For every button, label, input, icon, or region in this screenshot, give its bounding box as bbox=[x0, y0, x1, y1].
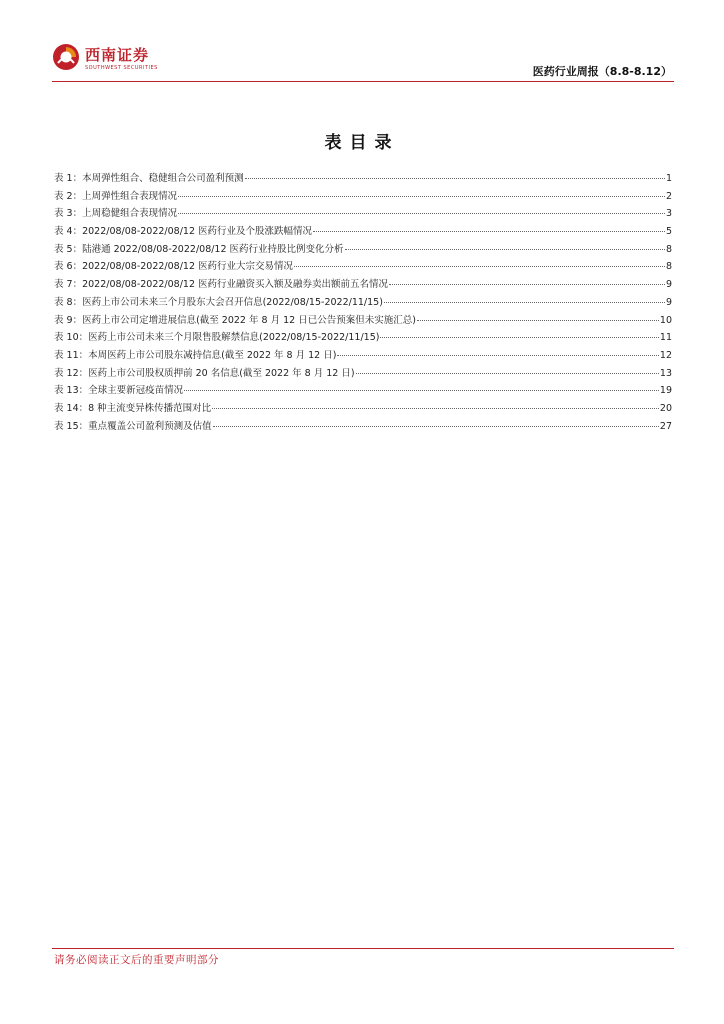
toc-leader-dots bbox=[313, 231, 665, 232]
toc-entry[interactable] bbox=[54, 276, 672, 294]
toc-entry-label[interactable]: 表 2：上周弹性组合表现情况 bbox=[54, 190, 178, 202]
toc-leader-dots bbox=[212, 408, 659, 409]
page-title: 表目录 bbox=[324, 133, 400, 153]
toc-entry-label[interactable]: 表 9：医药上市公司定增进展信息(截至 2022 年 8 月 12 日已公告预案但未实施汇总) bbox=[54, 314, 416, 326]
toc-entry-label[interactable]: 表 1：本周弹性组合、稳健组合公司盈利预测 bbox=[54, 173, 244, 184]
toc-entry-page[interactable]: 9 bbox=[665, 296, 672, 308]
toc-entry-label[interactable]: 表 14：8 种主流变异株传播范围对比 bbox=[54, 402, 212, 414]
toc-leader-dots bbox=[356, 373, 659, 374]
toc-leader-dots bbox=[389, 284, 665, 285]
toc-leader-dots bbox=[345, 249, 665, 250]
page-header bbox=[52, 40, 674, 82]
toc-entry[interactable] bbox=[54, 258, 672, 276]
toc-entry[interactable] bbox=[54, 329, 672, 347]
header-divider bbox=[52, 81, 674, 82]
toc-entry-label[interactable]: 表 4：2022/08/08-2022/08/12 医药行业及个股涨跌幅情况 bbox=[54, 226, 313, 238]
toc-entry[interactable] bbox=[54, 170, 672, 188]
toc-entry[interactable] bbox=[54, 347, 672, 365]
report-title: 医药行业周报（8.8-8.12） bbox=[532, 65, 672, 78]
disclaimer-note: 请务必阅读正文后的重要声明部分 bbox=[54, 954, 219, 966]
toc-entry[interactable] bbox=[54, 188, 672, 206]
toc-leader-dots bbox=[245, 178, 665, 179]
toc-entry[interactable] bbox=[54, 223, 672, 241]
toc-entry-page[interactable]: 8 bbox=[665, 261, 672, 273]
toc-entry-label[interactable]: 表 7：2022/08/08-2022/08/12 医药行业融资买入额及融券卖出额前五名情况 bbox=[54, 279, 389, 291]
toc-entry-label[interactable]: 表 10：医药上市公司未来三个月限售股解禁信息(2022/08/15-2022/11/15) bbox=[54, 332, 380, 344]
toc-entry-page[interactable]: 9 bbox=[665, 279, 672, 291]
toc-entry[interactable] bbox=[54, 365, 672, 383]
toc-entry-page[interactable]: 19 bbox=[659, 385, 672, 397]
toc-entry-page[interactable]: 27 bbox=[659, 420, 672, 432]
toc-entry-page[interactable]: 1 bbox=[665, 173, 672, 184]
southwest-securities-logo-icon bbox=[52, 43, 80, 71]
toc-entry[interactable] bbox=[54, 241, 672, 259]
table-of-tables bbox=[54, 170, 672, 435]
toc-entry-label[interactable]: 表 12：医药上市公司股权质押前 20 名信息(截至 2022 年 8 月 12 日) bbox=[54, 367, 355, 379]
toc-leader-dots bbox=[178, 213, 665, 214]
toc-leader-dots bbox=[417, 320, 659, 321]
toc-entry[interactable] bbox=[54, 205, 672, 223]
toc-leader-dots bbox=[294, 266, 665, 267]
toc-entry-page[interactable]: 8 bbox=[665, 243, 672, 255]
toc-entry-page[interactable]: 13 bbox=[659, 367, 672, 379]
toc-entry-label[interactable]: 表 11：本周医药上市公司股东减持信息(截至 2022 年 8 月 12 日) bbox=[54, 349, 337, 361]
logo-chinese-name: 西南证券 bbox=[85, 46, 150, 64]
toc-leader-dots bbox=[178, 196, 665, 197]
logo-english-name: SOUTHWEST SECURITIES bbox=[85, 65, 158, 71]
toc-leader-dots bbox=[380, 337, 658, 338]
toc-entry[interactable] bbox=[54, 312, 672, 330]
toc-entry-label[interactable]: 表 6：2022/08/08-2022/08/12 医药行业大宗交易情况 bbox=[54, 261, 294, 273]
toc-entry-label[interactable]: 表 15：重点覆盖公司盈利预测及估值 bbox=[54, 420, 212, 432]
toc-entry-label[interactable]: 表 3：上周稳健组合表现情况 bbox=[54, 208, 178, 220]
toc-entry[interactable] bbox=[54, 400, 672, 418]
company-logo bbox=[52, 43, 192, 77]
toc-leader-dots bbox=[384, 302, 665, 303]
toc-entry-page[interactable]: 3 bbox=[665, 208, 672, 220]
footer-divider bbox=[52, 948, 674, 949]
toc-entry-page[interactable]: 12 bbox=[659, 349, 672, 361]
toc-entry-page[interactable]: 20 bbox=[659, 402, 672, 414]
toc-entry[interactable] bbox=[54, 382, 672, 400]
toc-entry-label[interactable]: 表 13：全球主要新冠疫苗情况 bbox=[54, 385, 184, 397]
toc-entry-page[interactable]: 10 bbox=[659, 314, 672, 326]
toc-leader-dots bbox=[337, 355, 658, 356]
toc-entry-label[interactable]: 表 8：医药上市公司未来三个月股东大会召开信息(2022/08/15-2022/11/15) bbox=[54, 296, 383, 308]
toc-entry-page[interactable]: 11 bbox=[659, 332, 672, 344]
toc-entry-page[interactable]: 5 bbox=[665, 226, 672, 238]
toc-entry-label[interactable]: 表 5：陆港通 2022/08/08-2022/08/12 医药行业持股比例变化分析 bbox=[54, 243, 344, 255]
toc-leader-dots bbox=[184, 390, 659, 391]
toc-entry-page[interactable]: 2 bbox=[665, 190, 672, 202]
toc-entry[interactable] bbox=[54, 294, 672, 312]
toc-entry[interactable] bbox=[54, 418, 672, 436]
toc-leader-dots bbox=[213, 426, 659, 427]
